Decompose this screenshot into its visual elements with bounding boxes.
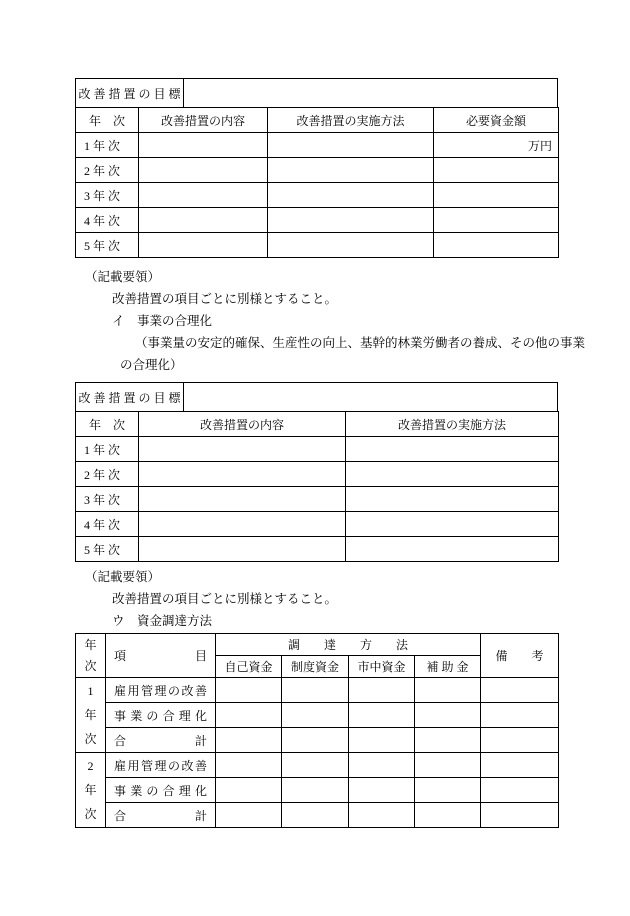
year-label: 2 年 次 <box>76 462 139 487</box>
amount-field <box>434 208 559 233</box>
col-header-content: 改善措置の内容 <box>139 108 268 133</box>
self-funds-field <box>216 703 282 728</box>
col-header-item: 項目 <box>106 634 216 678</box>
content-field <box>139 462 346 487</box>
system-funds-field <box>282 728 349 753</box>
remarks-field <box>481 728 559 753</box>
method-field <box>346 462 559 487</box>
method-field <box>268 158 434 183</box>
content-field <box>139 158 268 183</box>
system-funds-field <box>282 803 349 828</box>
col-header-method: 改善措置の実施方法 <box>346 412 559 437</box>
table-row <box>76 728 559 753</box>
total-label: 合計 <box>106 803 216 828</box>
content-field <box>139 208 268 233</box>
market-funds-field <box>349 728 415 753</box>
item-label: 雇用管理の改善 <box>106 753 216 778</box>
self-funds-field <box>216 803 282 828</box>
year-header-char: 年 <box>84 637 97 652</box>
table-row <box>76 133 559 158</box>
table3-header-row-1 <box>76 634 559 656</box>
year-char: 次 <box>84 807 97 821</box>
remarks-field <box>481 703 559 728</box>
year-label: 2 年 次 <box>76 158 139 183</box>
self-funds-field <box>216 728 282 753</box>
col-header-year: 年 次 <box>76 412 139 437</box>
year-label: 4 年 次 <box>76 512 139 537</box>
year-label: 4 年 次 <box>76 208 139 233</box>
year-char: 年 <box>84 708 97 722</box>
year-char: 1 <box>87 684 94 698</box>
table-row <box>76 778 559 803</box>
table1-goal-row <box>75 78 558 108</box>
remarks-field <box>481 678 559 703</box>
system-funds-field <box>282 703 349 728</box>
col-header-market-funds: 市中資金 <box>349 656 415 678</box>
method-field <box>268 233 434 258</box>
market-funds-field <box>349 753 415 778</box>
section-label-funding-method: ウ 資金調達方法 <box>112 614 213 628</box>
table1-goal-value-field <box>184 79 557 107</box>
method-field <box>346 512 559 537</box>
col-header-method: 改善措置の実施方法 <box>268 108 434 133</box>
self-funds-field <box>216 778 282 803</box>
col-header-amount: 必要資金額 <box>434 108 559 133</box>
table2-goal-label: 改 善 措 置 の 目 標 <box>76 383 184 411</box>
table-row <box>76 487 559 512</box>
method-field <box>268 183 434 208</box>
content-field <box>139 233 268 258</box>
table1-improvement-measures <box>75 107 559 258</box>
remarks-field <box>481 778 559 803</box>
table-row <box>76 233 559 258</box>
content-field <box>139 133 268 158</box>
section-improvement-table-1 <box>75 78 630 258</box>
table-row <box>76 703 559 728</box>
self-funds-field <box>216 678 282 703</box>
content-field <box>139 183 268 208</box>
year-label: 5 年 次 <box>76 233 139 258</box>
table1-goal-label: 改 善 措 置 の 目 標 <box>76 79 184 107</box>
year-group-cell <box>76 678 106 753</box>
table2-goal-value-field <box>184 383 557 411</box>
year-label: 3 年 次 <box>76 487 139 512</box>
notes-line: （事業量の安定的確保、生産性の向上、基幹的林業労働者の養成、その他の事業 <box>135 336 586 350</box>
method-field <box>346 487 559 512</box>
system-funds-field <box>282 778 349 803</box>
notes-heading: （記載要領） <box>85 270 161 284</box>
method-field <box>268 208 434 233</box>
year-label: 3 年 次 <box>76 183 139 208</box>
col-header-self-funds: 自己資金 <box>216 656 282 678</box>
table-row <box>76 512 559 537</box>
col-header-content: 改善措置の内容 <box>139 412 346 437</box>
remarks-field <box>481 753 559 778</box>
market-funds-field <box>349 703 415 728</box>
year-char: 2 <box>87 759 94 773</box>
content-field <box>139 437 346 462</box>
table-row <box>76 208 559 233</box>
subsidy-field <box>415 778 481 803</box>
year-label: 1 年 次 <box>76 437 139 462</box>
system-funds-field <box>282 753 349 778</box>
col-header-system-funds: 制度資金 <box>282 656 349 678</box>
table-row <box>76 678 559 703</box>
method-field <box>346 537 559 562</box>
table-row <box>76 437 559 462</box>
table-row <box>76 183 559 208</box>
table-row <box>76 158 559 183</box>
col-header-year: 年 次 <box>76 108 139 133</box>
col-header-subsidy: 補 助 金 <box>415 656 481 678</box>
section-improvement-table-2 <box>75 382 630 562</box>
remarks-field <box>481 803 559 828</box>
table2-improvement-measures <box>75 411 559 562</box>
market-funds-field <box>349 678 415 703</box>
year-label: 1 年 次 <box>76 133 139 158</box>
notes-line: 改善措置の項目ごとに別様とすること。 <box>112 592 338 606</box>
table3-funding-method <box>75 633 559 828</box>
table1-header-row <box>76 108 559 133</box>
market-funds-field <box>349 803 415 828</box>
amount-field <box>434 233 559 258</box>
total-label: 合計 <box>106 728 216 753</box>
subsidy-field <box>415 753 481 778</box>
year-char: 年 <box>84 783 97 797</box>
subsidy-field <box>415 728 481 753</box>
market-funds-field <box>349 778 415 803</box>
amount-field <box>434 183 559 208</box>
year-header-char: 次 <box>84 658 97 673</box>
method-field <box>268 133 434 158</box>
self-funds-field <box>216 753 282 778</box>
content-field <box>139 512 346 537</box>
notes-block-2 <box>75 566 630 632</box>
item-label: 事業の合理化 <box>106 703 216 728</box>
subsidy-field <box>415 803 481 828</box>
table2-header-row <box>76 412 559 437</box>
year-group-cell <box>76 753 106 828</box>
method-field <box>346 437 559 462</box>
system-funds-field <box>282 678 349 703</box>
table-row <box>76 803 559 828</box>
item-label: 事業の合理化 <box>106 778 216 803</box>
content-field <box>139 487 346 512</box>
table-row <box>76 462 559 487</box>
notes-block-1 <box>75 266 630 376</box>
col-header-method-group: 調 達 方 法 <box>216 634 481 656</box>
notes-heading: （記載要領） <box>85 570 161 584</box>
subsidy-field <box>415 678 481 703</box>
table2-goal-row <box>75 382 558 412</box>
year-char: 次 <box>84 732 97 746</box>
amount-field <box>434 158 559 183</box>
content-field <box>139 537 346 562</box>
section-funding-table <box>75 633 630 828</box>
table-row <box>76 537 559 562</box>
notes-line: 改善措置の項目ごとに別様とすること。 <box>112 292 338 306</box>
subsidy-field <box>415 703 481 728</box>
table-row <box>76 753 559 778</box>
amount-unit-label: 万円 <box>434 133 559 158</box>
col-header-year <box>76 634 106 678</box>
year-label: 5 年 次 <box>76 537 139 562</box>
notes-line: の合理化） <box>120 358 183 372</box>
section-label-business-rationalization: イ 事業の合理化 <box>112 314 213 328</box>
col-header-remarks: 備 考 <box>481 634 559 678</box>
item-label: 雇用管理の改善 <box>106 678 216 703</box>
